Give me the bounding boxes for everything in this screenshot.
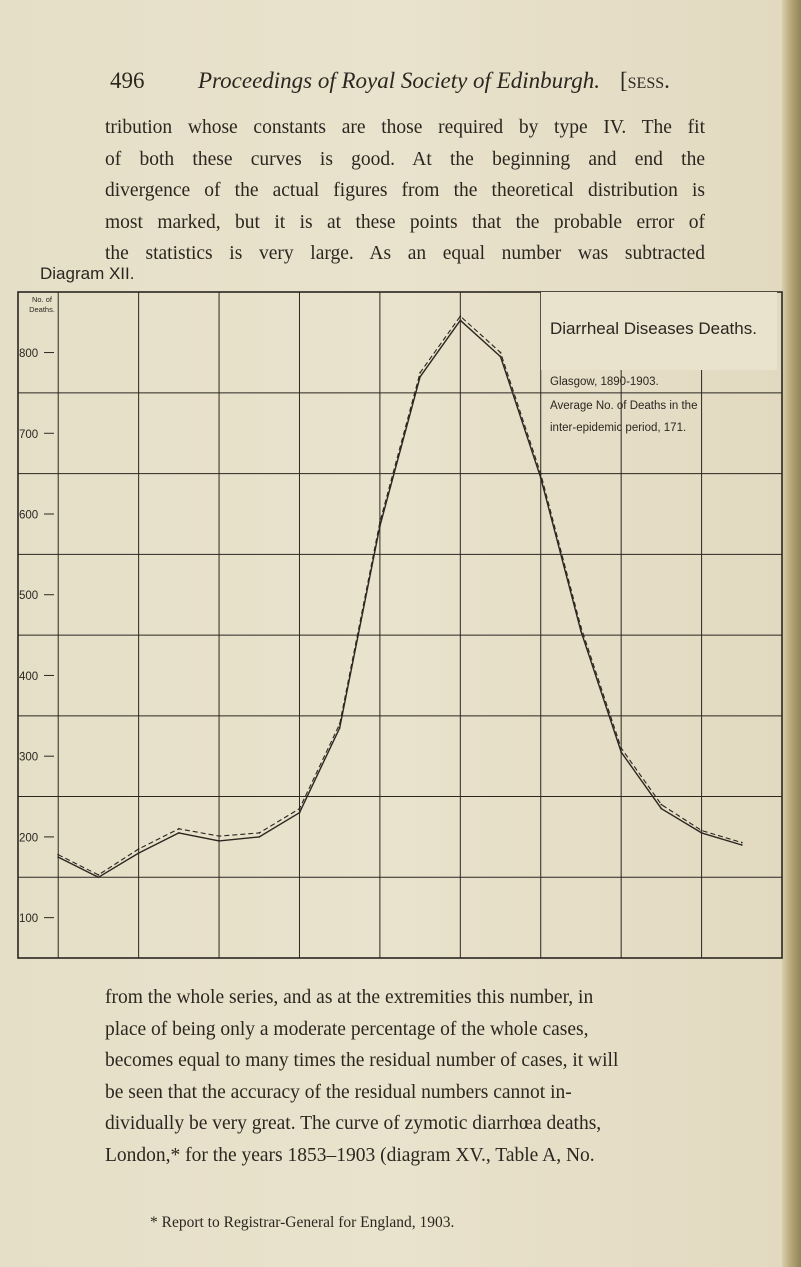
chart-grid [18,292,782,958]
text-line: becomes equal to many times the residual number of cases, it will [105,1050,619,1071]
text-line: be seen that the accuracy of the residual numbers cannot in- [105,1081,572,1103]
data-point [138,848,140,850]
y-tick-label: 400 [19,670,39,683]
data-point [741,844,743,846]
data-point [741,842,743,844]
chart-note: inter-epidemic period, 171. [550,422,687,434]
running-title: Proceedings of Royal Society of Edinburgh. [198,68,600,93]
data-point [379,525,381,527]
data-point [620,751,622,753]
data-point [299,808,301,810]
paragraph-bottom [105,982,705,1171]
data-point [580,630,582,632]
text-line: the statistics is very large. As an equal number was subtracted [105,243,705,264]
data-point [178,832,180,834]
data-point [299,812,301,814]
text-line: tribution whose constants are those required by type IV. The fit [105,117,705,138]
data-point [500,356,502,358]
text-line: place of being only a moderate percentage of the whole cases, [105,1018,589,1040]
y-tick-label: 500 [19,590,39,603]
data-point [98,876,100,878]
data-point [218,840,220,842]
session-tag: [sess. [620,68,670,93]
data-point [701,832,703,834]
data-point [218,835,220,837]
data-point [459,319,461,321]
page-number: 496 [110,68,145,93]
y-tick-label: 100 [19,913,39,926]
text-line: most marked, but it is at these points that the probable error of [105,211,705,233]
chart-title-block [541,292,777,434]
text-line: divergence of the actual figures from the theoretical distribution is [105,180,705,201]
data-point [419,376,421,378]
footnote: * Report to Registrar-General for England, 1903. [150,1214,455,1231]
data-point [98,874,100,876]
y-axis-label: No. of [31,295,53,304]
chart-note: Average No. of Deaths in the [550,400,698,412]
y-tick-label: 200 [19,832,39,845]
text-line: dividually be very great. The curve of zymotic diarrhœa deaths, [105,1113,602,1134]
data-point [339,727,341,729]
data-point [540,477,542,479]
y-tick-label: 300 [19,751,39,764]
y-tick-label: 600 [19,509,39,522]
data-point [701,830,703,832]
text-line: London,* for the years 1853–1903 (diagram XV., Table A, No. [105,1144,595,1166]
data-point [57,856,59,858]
y-axis-label: Deaths. [29,305,55,314]
chart-subtitle: Glasgow, 1890-1903. [550,376,659,388]
diagram-label: Diagram XII. [40,264,135,283]
data-point [57,854,59,856]
data-point [258,832,260,834]
data-point [138,852,140,854]
text-line: from the whole series, and as at the extremities this number, in [105,987,594,1008]
data-point [660,804,662,806]
y-tick-label: 800 [19,348,39,361]
data-point [459,315,461,317]
chart-title: Diarrheal Diseases Deaths. [550,319,757,338]
text-line: of both these curves is good. At the beginning and end the [105,148,705,170]
data-point [419,372,421,374]
y-tick-label: 700 [19,428,39,441]
y-axis [19,295,55,925]
data-point [178,828,180,830]
data-point [660,808,662,810]
data-point [258,836,260,838]
chart-frame [18,292,782,958]
data-point [500,352,502,354]
